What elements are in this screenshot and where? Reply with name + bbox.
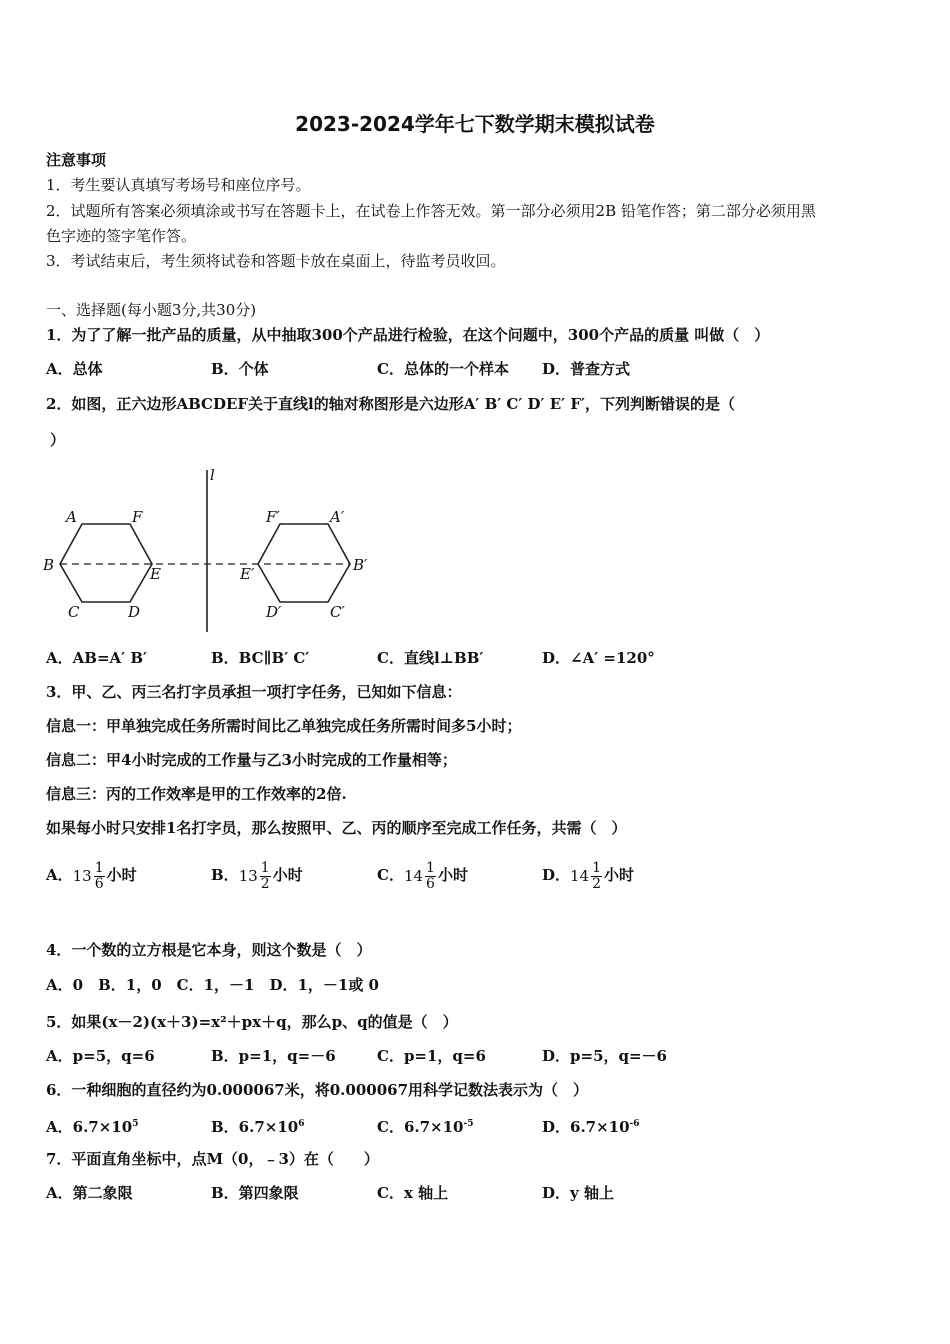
hexagon-figure [40, 462, 380, 637]
label-l: l [210, 466, 215, 484]
page-title: 2023-2024学年七下数学期末模拟试卷 [295, 112, 655, 136]
q1-option-b: B．个体 [211, 360, 269, 378]
notice-item-1: 1．考生要认真填写考场号和座位序号。 [46, 176, 311, 194]
q5-option-a: A．p=5，q=6 [46, 1047, 155, 1065]
q6-stem: 6．一种细胞的直径约为0.000067米，将0.000067用科学记数法表示为（ ） [46, 1081, 589, 1099]
label-A-prime: A′ [330, 508, 345, 526]
q6-option-c: C．$6.7\times 10^{-5}$ [377, 1118, 474, 1136]
q1-option-c: C．总体的一个样本 [377, 360, 509, 378]
q6-option-b: B．$6.7\times 10^6$ [211, 1118, 305, 1136]
q5-stem: 5．如果(x－2)(x＋3)=x²＋px＋q，那么p、q的值是（ ） [46, 1013, 458, 1031]
q1-option-d: D．普查方式 [542, 360, 631, 378]
q4-stem: 4．一个数的立方根是它本身，则这个数是（ ） [46, 941, 372, 959]
hexagon-abcdef [60, 524, 152, 602]
q5-option-c: C．p=1，q=6 [377, 1047, 486, 1065]
label-B-prime: B′ [353, 556, 368, 574]
q7-option-d: D．y 轴上 [542, 1184, 614, 1202]
q2-option-b: B．BC∥B′ C′ [211, 649, 310, 667]
notice-heading: 注意事项 [46, 151, 107, 169]
q6-option-d: D．$6.7\times 10^{-6}$ [542, 1118, 640, 1136]
q3-question: 如果每小时只安排1名打字员，那么按照甲、乙、丙的顺序至完成工作任务，共需（ ） [46, 819, 627, 837]
notice-item-2: 2．试题所有答案必须填涂或书写在答题卡上，在试卷上作答无效。第一部分必须用2B 铅笔作答；第二部分必须用黑 [46, 202, 816, 220]
label-D-prime: D′ [266, 603, 282, 621]
hexagon-prime [258, 524, 350, 602]
q2-stem: 2．如图，正六边形ABCDEF关于直线l的轴对称图形是六边形A′ B′ C′ D′ E′ F′，下列判断错误的是（ [46, 395, 735, 413]
label-C: C [68, 603, 80, 621]
q2-option-d: D．∠A′ =120° [542, 649, 655, 667]
label-C-prime: C′ [330, 603, 345, 621]
q1-option-a: A．总体 [46, 360, 103, 378]
label-F: F [132, 508, 143, 526]
section-heading: 一、选择题(每小题3分,共30分) [46, 301, 257, 319]
q3-option-c: C．14 $\frac{1}{6}$ 小时 [377, 859, 468, 892]
q3-info-2: 信息二：甲4小时完成的工作量与乙3小时完成的工作量相等； [46, 751, 457, 769]
q2-option-a: A．AB=A′ B′ [46, 649, 147, 667]
q5-option-b: B．p=1，q=－6 [211, 1047, 336, 1065]
q7-stem: 7．平面直角坐标中，点M（0，﹣3）在（ ） [46, 1150, 379, 1168]
q5-option-d: D．p=5，q=－6 [542, 1047, 667, 1065]
q3-info-1: 信息一：甲单独完成任务所需时间比乙单独完成任务所需时间多5小时； [46, 717, 522, 735]
q4-options: A．0 B．1，0 C．1，－1 D．1，－1或 0 [46, 976, 379, 994]
q1-stem: 1．为了了解一批产品的质量，从中抽取300个产品进行检验，在这个问题中，300个产品的质量 叫做（ ） [46, 326, 770, 344]
q3-option-d: D．14 $\frac{1}{2}$ 小时 [542, 859, 635, 892]
label-B: B [43, 556, 55, 574]
q3-option-a: A．13 $\frac{1}{6}$ 小时 [46, 859, 137, 892]
q6-option-a: A．$6.7\times 10^5$ [46, 1118, 139, 1136]
q3-option-b: B．13 $\frac{1}{2}$ 小时 [211, 859, 303, 892]
notice-item-2-cont: 色字迹的签字笔作答。 [46, 227, 197, 245]
q2-stem-close: ） [50, 431, 66, 449]
q7-option-c: C．x 轴上 [377, 1184, 449, 1202]
label-A: A [66, 508, 77, 526]
q3-stem: 3．甲、乙、丙三名打字员承担一项打字任务，已知如下信息： [46, 683, 462, 701]
q2-option-c: C．直线l⊥BB′ [377, 649, 484, 667]
notice-item-3: 3．考试结束后，考生须将试卷和答题卡放在桌面上，待监考员收回。 [46, 252, 506, 270]
q3-info-3: 信息三：丙的工作效率是甲的工作效率的2倍. [46, 785, 347, 803]
q7-option-b: B．第四象限 [211, 1184, 299, 1202]
label-F-prime: F′ [266, 508, 280, 526]
label-E: E [150, 565, 161, 583]
label-D: D [128, 603, 141, 621]
label-E-prime: E′ [240, 565, 255, 583]
q7-option-a: A．第二象限 [46, 1184, 133, 1202]
